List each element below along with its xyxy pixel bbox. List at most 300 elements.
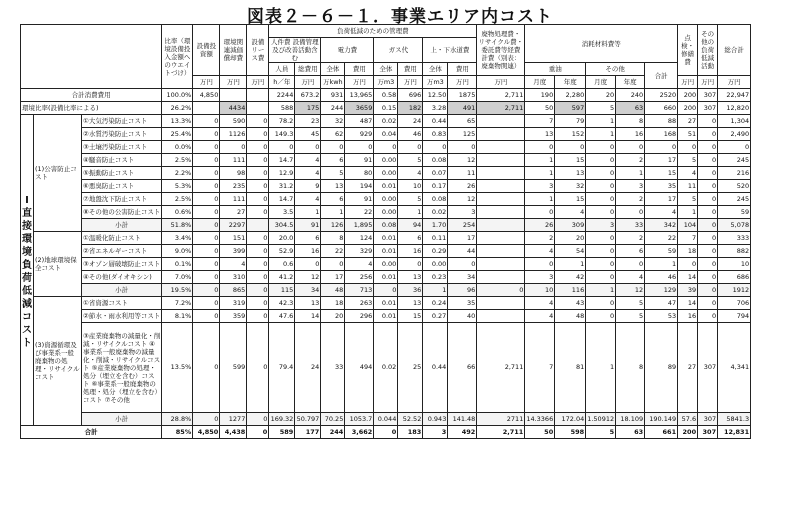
table-cell: 63 (616, 426, 645, 439)
table-cell: 359 (220, 310, 247, 323)
table-cell: 598 (555, 426, 586, 439)
unit-other-reduction: 万円 (698, 76, 718, 89)
table-cell: 0 (718, 141, 751, 154)
col-load-reduction: 負荷低減のための管理費 (269, 25, 477, 38)
col-oil-yearly: 年度 (555, 76, 586, 89)
table-cell: 1.50912 (586, 413, 616, 426)
col-electricity: 電力費 (321, 38, 374, 63)
table-cell: 12.9 (269, 167, 295, 180)
table-cell: 2.5% (162, 154, 193, 167)
table-cell: 10 (718, 258, 751, 271)
table-cell: 26.2% (162, 102, 193, 115)
table-cell: 1,895 (345, 219, 374, 232)
table-cell: 4,438 (220, 426, 247, 439)
row-label: ①省資源コスト (82, 297, 162, 310)
table-cell: 18 (321, 297, 345, 310)
table-cell (477, 297, 525, 310)
table-cell: 5 (586, 426, 616, 439)
table-cell: 53 (645, 310, 678, 323)
table-cell: 81 (555, 323, 586, 413)
table-cell: 12 (295, 271, 321, 284)
table-cell: 190 (525, 89, 555, 102)
col-capex: 設備投資額 (193, 25, 220, 76)
table-cell: 14.7 (269, 193, 295, 206)
table-cell: 78.2 (269, 115, 295, 128)
table-cell: 0 (586, 258, 616, 271)
table-cell: 50 (525, 426, 555, 439)
table-cell: 91 (345, 193, 374, 206)
table-cell: 31.2 (269, 180, 295, 193)
table-cell: 7 (525, 323, 555, 413)
table-cell: 0 (247, 271, 269, 284)
table-cell: 28.8% (162, 413, 193, 426)
table-cell: 0 (247, 323, 269, 413)
table-cell: 4 (345, 258, 374, 271)
table-cell: 25.4% (162, 128, 193, 141)
table-cell: 0.01 (374, 310, 398, 323)
table-cell: 4434 (220, 102, 247, 115)
table-cell: 245 (718, 154, 751, 167)
table-cell: 42.3 (269, 297, 295, 310)
table-cell: 50.797 (295, 413, 321, 426)
table-cell: 307 (698, 426, 718, 439)
table-cell: 0 (616, 258, 645, 271)
row-label: 合計消費費用 (21, 89, 162, 102)
table-cell: 33 (321, 323, 345, 413)
table-cell: 0 (193, 193, 220, 206)
table-cell: 329 (345, 245, 374, 258)
table-cell: 4 (295, 154, 321, 167)
row-label: ②省エネルギーコスト (82, 245, 162, 258)
table-cell: 5841.3 (718, 413, 751, 426)
table-cell: 42 (555, 271, 586, 284)
table-cell: 35 (645, 180, 678, 193)
table-cell: 235 (220, 180, 247, 193)
corner-cell (21, 25, 162, 89)
table-row (21, 115, 751, 128)
table-cell: 39 (678, 284, 698, 297)
table-cell: 1 (586, 284, 616, 297)
table-cell: 2,711 (477, 323, 525, 413)
table-cell: 13 (525, 128, 555, 141)
table-cell: 35 (448, 297, 477, 310)
table-cell: 0 (247, 128, 269, 141)
table-cell: 12 (616, 284, 645, 297)
table-cell: 0 (678, 141, 698, 154)
table-cell: 45 (295, 128, 321, 141)
table-cell: 520 (718, 180, 751, 193)
table-cell: 16 (295, 245, 321, 258)
table-row (21, 128, 751, 141)
table-cell: 0.07 (423, 167, 448, 180)
row-label: ⑧その他の公害防止コスト (82, 206, 162, 219)
table-cell: 129 (645, 284, 678, 297)
table-cell: 7.2% (162, 297, 193, 310)
table-cell: 13.5% (162, 323, 193, 413)
table-cell: 492 (448, 426, 477, 439)
row-label: 合計 (21, 426, 162, 439)
col-consumables: 消耗材料費等 (525, 25, 678, 63)
table-cell: 254 (448, 219, 477, 232)
table-cell (247, 219, 269, 232)
table-cell: 0 (193, 219, 220, 232)
table-cell: 62 (321, 128, 345, 141)
table-cell: 686 (718, 271, 751, 284)
table-cell: 15 (555, 154, 586, 167)
row-label: 小計 (82, 219, 162, 232)
table-cell: 0 (269, 141, 295, 154)
table-cell: 2520 (645, 89, 678, 102)
table-cell: 12 (448, 193, 477, 206)
table-cell: 1277 (220, 413, 247, 426)
table-cell: 0.6% (162, 206, 193, 219)
table-cell: 0 (193, 310, 220, 323)
table-cell: 0.24 (423, 297, 448, 310)
table-cell: 1 (616, 167, 645, 180)
table-cell: 0 (193, 206, 220, 219)
table-cell: 194 (345, 180, 374, 193)
table-cell: 1 (586, 323, 616, 413)
table-cell: 882 (718, 245, 751, 258)
table-cell: 4,850 (193, 426, 220, 439)
row-label: ③オゾン層破壊防止コスト (82, 258, 162, 271)
table-cell: 0 (193, 284, 220, 297)
table-cell: 0 (477, 284, 525, 297)
table-cell: 12.50 (423, 89, 448, 102)
row-label: ②節水・雨水利用等コスト (82, 310, 162, 323)
table-cell: 0 (247, 154, 269, 167)
table-cell: 200 (678, 426, 698, 439)
table-cell: 713 (345, 284, 374, 297)
table-cell: 15 (555, 193, 586, 206)
col-elec-cost: 費用 (345, 63, 374, 76)
table-cell: 2,711 (477, 426, 525, 439)
table-cell: 0.44 (423, 323, 448, 413)
table-cell: 91 (345, 154, 374, 167)
unit-waste: 万円 (477, 76, 525, 89)
table-cell: 0 (586, 167, 616, 180)
table-cell: 125 (448, 128, 477, 141)
table-cell: 0 (678, 258, 698, 271)
table-cell: 47.6 (269, 310, 295, 323)
table-cell: 0 (448, 141, 477, 154)
table-cell: 0 (698, 115, 718, 128)
table-cell: 111 (220, 193, 247, 206)
table-cell (477, 141, 525, 154)
table-cell: 0 (295, 141, 321, 154)
col-consumables-total: 合計 (645, 63, 678, 89)
table-cell: 5 (321, 167, 345, 180)
unit-lease: 万円 (247, 76, 269, 89)
table-cell: 487 (345, 115, 374, 128)
table-cell: 5 (586, 102, 616, 115)
table-cell: 33 (616, 219, 645, 232)
table-cell: 931 (321, 89, 345, 102)
col-other-yearly: 年度 (616, 76, 645, 89)
table-cell: 0 (193, 232, 220, 245)
table-cell: 0.01 (374, 297, 398, 310)
table-row (21, 310, 751, 323)
table-cell: 588 (269, 102, 295, 115)
table-cell: 1 (423, 284, 448, 297)
table-cell: 5 (616, 297, 645, 310)
table-cell: 7 (678, 232, 698, 245)
table-cell: 589 (269, 426, 295, 439)
table-cell: 26 (525, 219, 555, 232)
col-env-depreciation: 環境関連減価償却費 (220, 25, 247, 76)
table-cell: 2.2% (162, 167, 193, 180)
unit-inspection: 万円 (678, 76, 698, 89)
table-cell: 0 (586, 206, 616, 219)
table-cell: 0 (586, 245, 616, 258)
col-gas: ガス代 (374, 38, 423, 63)
table-cell: 13 (398, 271, 423, 284)
table-row (21, 245, 751, 258)
table-cell: 20.0 (269, 232, 295, 245)
table-cell (477, 180, 525, 193)
col-inspection: 点検・修繕費 (678, 25, 698, 76)
table-cell: 1053.7 (345, 413, 374, 426)
table-cell: 4 (295, 193, 321, 206)
table-cell: 319 (220, 297, 247, 310)
table-cell: 0 (645, 141, 678, 154)
table-cell: 0.01 (374, 245, 398, 258)
table-cell: 4 (220, 258, 247, 271)
table-cell: 183 (398, 426, 423, 439)
table-cell: 333 (718, 232, 751, 245)
table-cell: 9.0% (162, 245, 193, 258)
row-label: ②水質汚染防止コスト (82, 128, 162, 141)
table-cell: 3 (448, 206, 477, 219)
table-cell: 0.01 (374, 232, 398, 245)
table-cell: 240 (616, 89, 645, 102)
col-water: 上・下水道費 (423, 38, 477, 63)
col-elec-all: 全体 (321, 63, 345, 76)
table-cell: 34 (448, 271, 477, 284)
unit-hours: h／年 (269, 76, 295, 89)
table-cell: 0.15 (374, 102, 398, 115)
table-cell: 152 (555, 128, 586, 141)
table-cell: 7 (525, 115, 555, 128)
table-row (21, 271, 751, 284)
table-cell: 14 (295, 310, 321, 323)
table-cell: 168 (645, 128, 678, 141)
table-cell: 59 (645, 245, 678, 258)
table-cell: 0 (247, 206, 269, 219)
table-row (21, 426, 751, 439)
table-row (21, 219, 751, 232)
row-label: ⑤振動防止コスト (82, 167, 162, 180)
table-cell: 0 (525, 206, 555, 219)
table-cell: 6 (398, 232, 423, 245)
table-cell: 2297 (220, 219, 247, 232)
table-cell: 48 (321, 284, 345, 297)
table-cell (477, 258, 525, 271)
table-cell: 126 (321, 219, 345, 232)
table-cell: 0.02 (374, 323, 398, 413)
table-cell: 0.27 (423, 310, 448, 323)
table-cell: 141.48 (448, 413, 477, 426)
table-cell: 2 (525, 232, 555, 245)
table-cell: 0 (247, 245, 269, 258)
table-cell: 3,662 (345, 426, 374, 439)
col-lease: 設備リース費 (247, 25, 269, 76)
group-label: (3)資源循環及び事業系一般廃棄物の処理・リサイクルコスト (34, 297, 82, 426)
table-cell: 0.44 (423, 115, 448, 128)
table-cell: 80 (345, 167, 374, 180)
table-cell: 20 (586, 89, 616, 102)
table-cell: 26 (448, 180, 477, 193)
table-cell: 494 (345, 323, 374, 413)
table-cell: 0.08 (374, 219, 398, 232)
table-cell: 5.3% (162, 180, 193, 193)
row-label: 小計 (82, 284, 162, 297)
table-cell: 7.0% (162, 271, 193, 284)
table-cell (477, 245, 525, 258)
table-cell: 0 (616, 206, 645, 219)
table-cell: 9 (295, 180, 321, 193)
table-cell: 14.7 (269, 154, 295, 167)
table-cell: 0.0% (162, 141, 193, 154)
table-cell (477, 128, 525, 141)
table-cell: 0 (586, 154, 616, 167)
table-cell: 51.8% (162, 219, 193, 232)
table-cell: 0.00 (374, 193, 398, 206)
row-label: ③土壌汚染防止コスト (82, 141, 162, 154)
table-cell: 2244 (269, 89, 295, 102)
table-cell: 25 (398, 323, 423, 413)
table-cell: 4,341 (718, 323, 751, 413)
table-cell: 6 (616, 245, 645, 258)
table-cell: 0.02 (423, 206, 448, 219)
col-gas-all: 全体 (374, 63, 398, 76)
table-cell: 10 (525, 284, 555, 297)
table-cell: 256 (345, 271, 374, 284)
table-cell: 0 (247, 413, 269, 426)
table-cell (247, 102, 269, 115)
table-cell: 1 (645, 258, 678, 271)
table-cell: 12,831 (718, 426, 751, 439)
table-cell: 12 (448, 154, 477, 167)
table-row (21, 102, 751, 115)
table-cell (477, 167, 525, 180)
table-cell: 2 (616, 154, 645, 167)
table-cell (247, 89, 269, 102)
table-cell: 244 (321, 102, 345, 115)
col-heavy-oil: 重油 (525, 63, 586, 76)
table-row (21, 258, 751, 271)
table-cell: 14.3366 (525, 413, 555, 426)
table-cell: 304.5 (269, 219, 295, 232)
table-cell: 0.00 (374, 154, 398, 167)
table-cell: 88 (645, 115, 678, 128)
table-cell: 13 (555, 167, 586, 180)
table-cell: 175 (295, 102, 321, 115)
table-cell: 14 (678, 297, 698, 310)
table-cell: 50 (525, 102, 555, 115)
table-cell: 0 (698, 219, 718, 232)
table-cell: 0 (698, 167, 718, 180)
table-cell: 151 (220, 232, 247, 245)
row-label: ③産業廃棄物の減量化・削減・リサイクルコスト ④事業系一般廃棄物の減量化・削減・リサイクルコスト ⑤産業廃棄物の処理・処分（埋立を含む）コスト ⑥事業系一般廃棄物の処理・処分（埋立を含む）コスト ⑦その他 (82, 323, 162, 413)
table-cell: 59 (718, 206, 751, 219)
table-cell: 19.5% (162, 284, 193, 297)
table-cell: 20 (555, 232, 586, 245)
table-cell: 0.58 (374, 89, 398, 102)
table-cell: 0 (698, 297, 718, 310)
table-cell: 0.02 (374, 115, 398, 128)
table-cell: 2 (616, 232, 645, 245)
table-cell: 32 (321, 115, 345, 128)
table-cell: 0 (193, 180, 220, 193)
table-cell: 0 (423, 141, 448, 154)
table-cell: 706 (718, 297, 751, 310)
table-cell: 0 (586, 271, 616, 284)
table-cell: 0 (247, 284, 269, 297)
col-grand-total: 総合計 (718, 25, 751, 76)
table-cell: 17 (645, 154, 678, 167)
table-cell: 116 (555, 284, 586, 297)
table-cell: 100.0% (162, 89, 193, 102)
table-cell: 0 (247, 141, 269, 154)
table-row (21, 297, 751, 310)
table-row (21, 193, 751, 206)
table-cell: 0 (398, 141, 423, 154)
table-cell: 4 (295, 167, 321, 180)
table-cell: 43 (555, 297, 586, 310)
table-cell: 6 (321, 193, 345, 206)
col-ratio: 比率（環境設備投入金額へのウエイトづけ） (162, 25, 193, 89)
table-cell: 0 (525, 258, 555, 271)
table-cell: 4,850 (193, 89, 220, 102)
table-cell: 5 (398, 193, 423, 206)
table-cell: 0 (586, 193, 616, 206)
unit-grand-total: 万円 (718, 76, 751, 89)
table-cell: 22,947 (718, 89, 751, 102)
table-cell: 929 (345, 128, 374, 141)
col-other-monthly: 月度 (586, 76, 616, 89)
table-cell: 0.83 (423, 128, 448, 141)
table-cell: 200 (678, 102, 698, 115)
table-cell: 27 (220, 206, 247, 219)
table-cell: 27 (678, 115, 698, 128)
table-cell: 1 (321, 206, 345, 219)
table-cell: 1 (525, 167, 555, 180)
table-cell: 4 (616, 271, 645, 284)
table-row (21, 232, 751, 245)
table-cell: 4 (555, 206, 586, 219)
table-cell (477, 206, 525, 219)
table-cell: 32 (555, 180, 586, 193)
table-cell: 0 (374, 426, 398, 439)
table-cell: 310 (220, 271, 247, 284)
table-cell: 8.1% (162, 310, 193, 323)
table-row (21, 141, 751, 154)
table-cell: 20 (321, 310, 345, 323)
table-cell: 2 (616, 193, 645, 206)
table-cell: 17 (448, 232, 477, 245)
table-cell: 16 (616, 128, 645, 141)
table-cell: 98 (220, 167, 247, 180)
table-cell: 0 (193, 271, 220, 284)
table-cell: 4 (398, 167, 423, 180)
page-title: 図表２－６－１．事業エリア内コスト (247, 7, 553, 27)
table-cell: 307 (698, 89, 718, 102)
table-cell: 24 (398, 115, 423, 128)
table-cell: 16 (678, 310, 698, 323)
table-cell: 0.29 (423, 245, 448, 258)
table-cell: 1126 (220, 128, 247, 141)
